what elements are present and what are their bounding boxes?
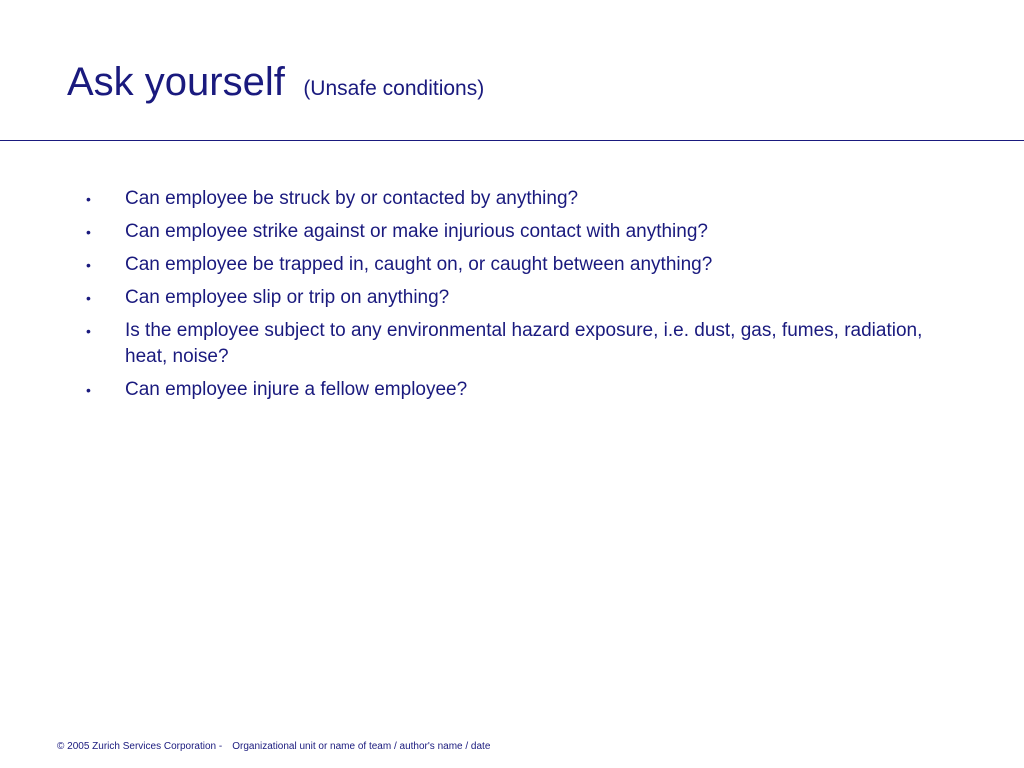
slide-footer bbox=[57, 741, 490, 752]
bullet-list bbox=[86, 186, 946, 410]
bullet-text: Can employee strike against or make injurious contact with anything? bbox=[125, 221, 708, 242]
bullet-text: Can employee slip or trip on anything? bbox=[125, 287, 450, 308]
bullet-icon: • bbox=[86, 191, 91, 207]
list-item bbox=[86, 318, 946, 370]
list-item bbox=[86, 219, 946, 245]
list-item bbox=[86, 285, 946, 311]
footer-info: Organizational unit or name of team / author's name / date bbox=[232, 741, 491, 752]
bullet-text: Can employee be struck by or contacted by anything? bbox=[125, 188, 579, 209]
footer-copyright: © 2005 Zurich Services Corporation - bbox=[57, 741, 223, 752]
slide-title: Ask yourself bbox=[67, 60, 285, 104]
bullet-icon: • bbox=[86, 382, 91, 398]
bullet-icon: • bbox=[86, 257, 91, 273]
list-item bbox=[86, 252, 946, 278]
list-item bbox=[86, 377, 946, 403]
bullet-text: Is the employee subject to any environmental hazard exposure, i.e. dust, gas, fumes, radiation, heat, noise? bbox=[125, 320, 923, 367]
list-item bbox=[86, 186, 946, 212]
bullet-text: Can employee be trapped in, caught on, or caught between anything? bbox=[125, 254, 713, 275]
bullet-text: Can employee injure a fellow employee? bbox=[125, 379, 468, 400]
title-divider bbox=[0, 140, 1024, 141]
slide-title-row bbox=[67, 58, 484, 113]
bullet-icon: • bbox=[86, 290, 91, 306]
slide-subtitle: (Unsafe conditions) bbox=[303, 77, 485, 100]
bullet-icon: • bbox=[86, 323, 91, 339]
bullet-icon: • bbox=[86, 224, 91, 240]
